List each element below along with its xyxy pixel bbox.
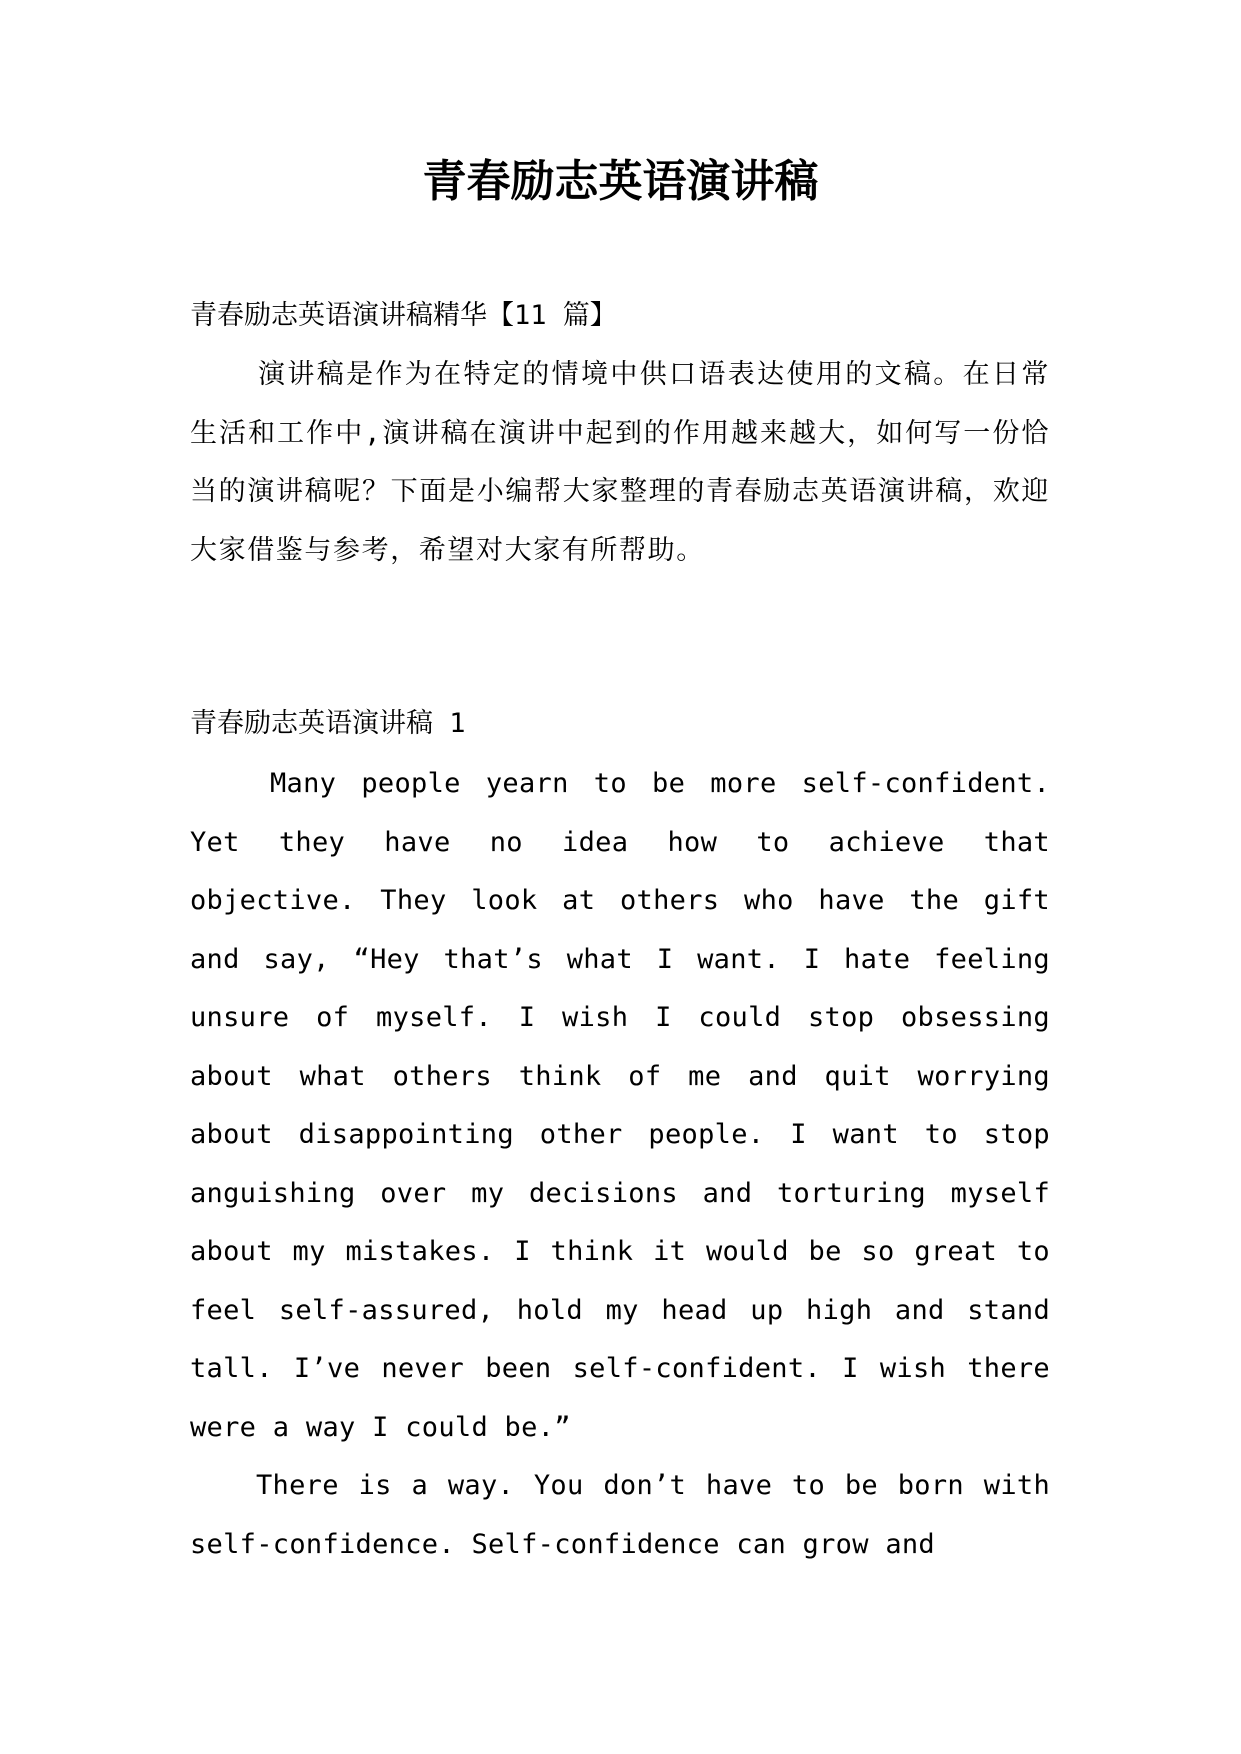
body-paragraph-2: There is a way. You don’t have to be born with self-confidence. Self-confidence can grow and <box>190 1470 1050 1560</box>
document-title: 青春励志英语演讲稿 <box>422 156 819 207</box>
document-subtitle: 青春励志英语演讲稿精华【11 篇】 <box>190 300 617 331</box>
intro-paragraph: 演讲稿是作为在特定的情境中供口语表达使用的文稿。在日常生活和工作中,演讲稿在演讲中起到的作用越来越大，如何写一份恰当的演讲稿呢？下面是小编帮大家整理的青春励志英语演讲稿，欢迎大家借鉴与参考，希望对大家有所帮助。 <box>190 359 1050 566</box>
body-paragraph-1: Many people yearn to be more self-confident. Yet they have no idea how to achieve that objective. They look at others who have the gift and say, “Hey that’s what I want. I hate feeling unsure of myself. I wish I could stop obsessing about what others think of me and quit worrying about disappointing other people. I want to stop anguishing over my decisions and torturing myself about my mistakes. I think it would be so great to feel self-assured, hold my head up high and stand tall. I’ve never been self-confident. I wish there were a way I could be.” <box>190 768 1050 1443</box>
section-heading: 青春励志英语演讲稿 1 <box>190 708 466 739</box>
